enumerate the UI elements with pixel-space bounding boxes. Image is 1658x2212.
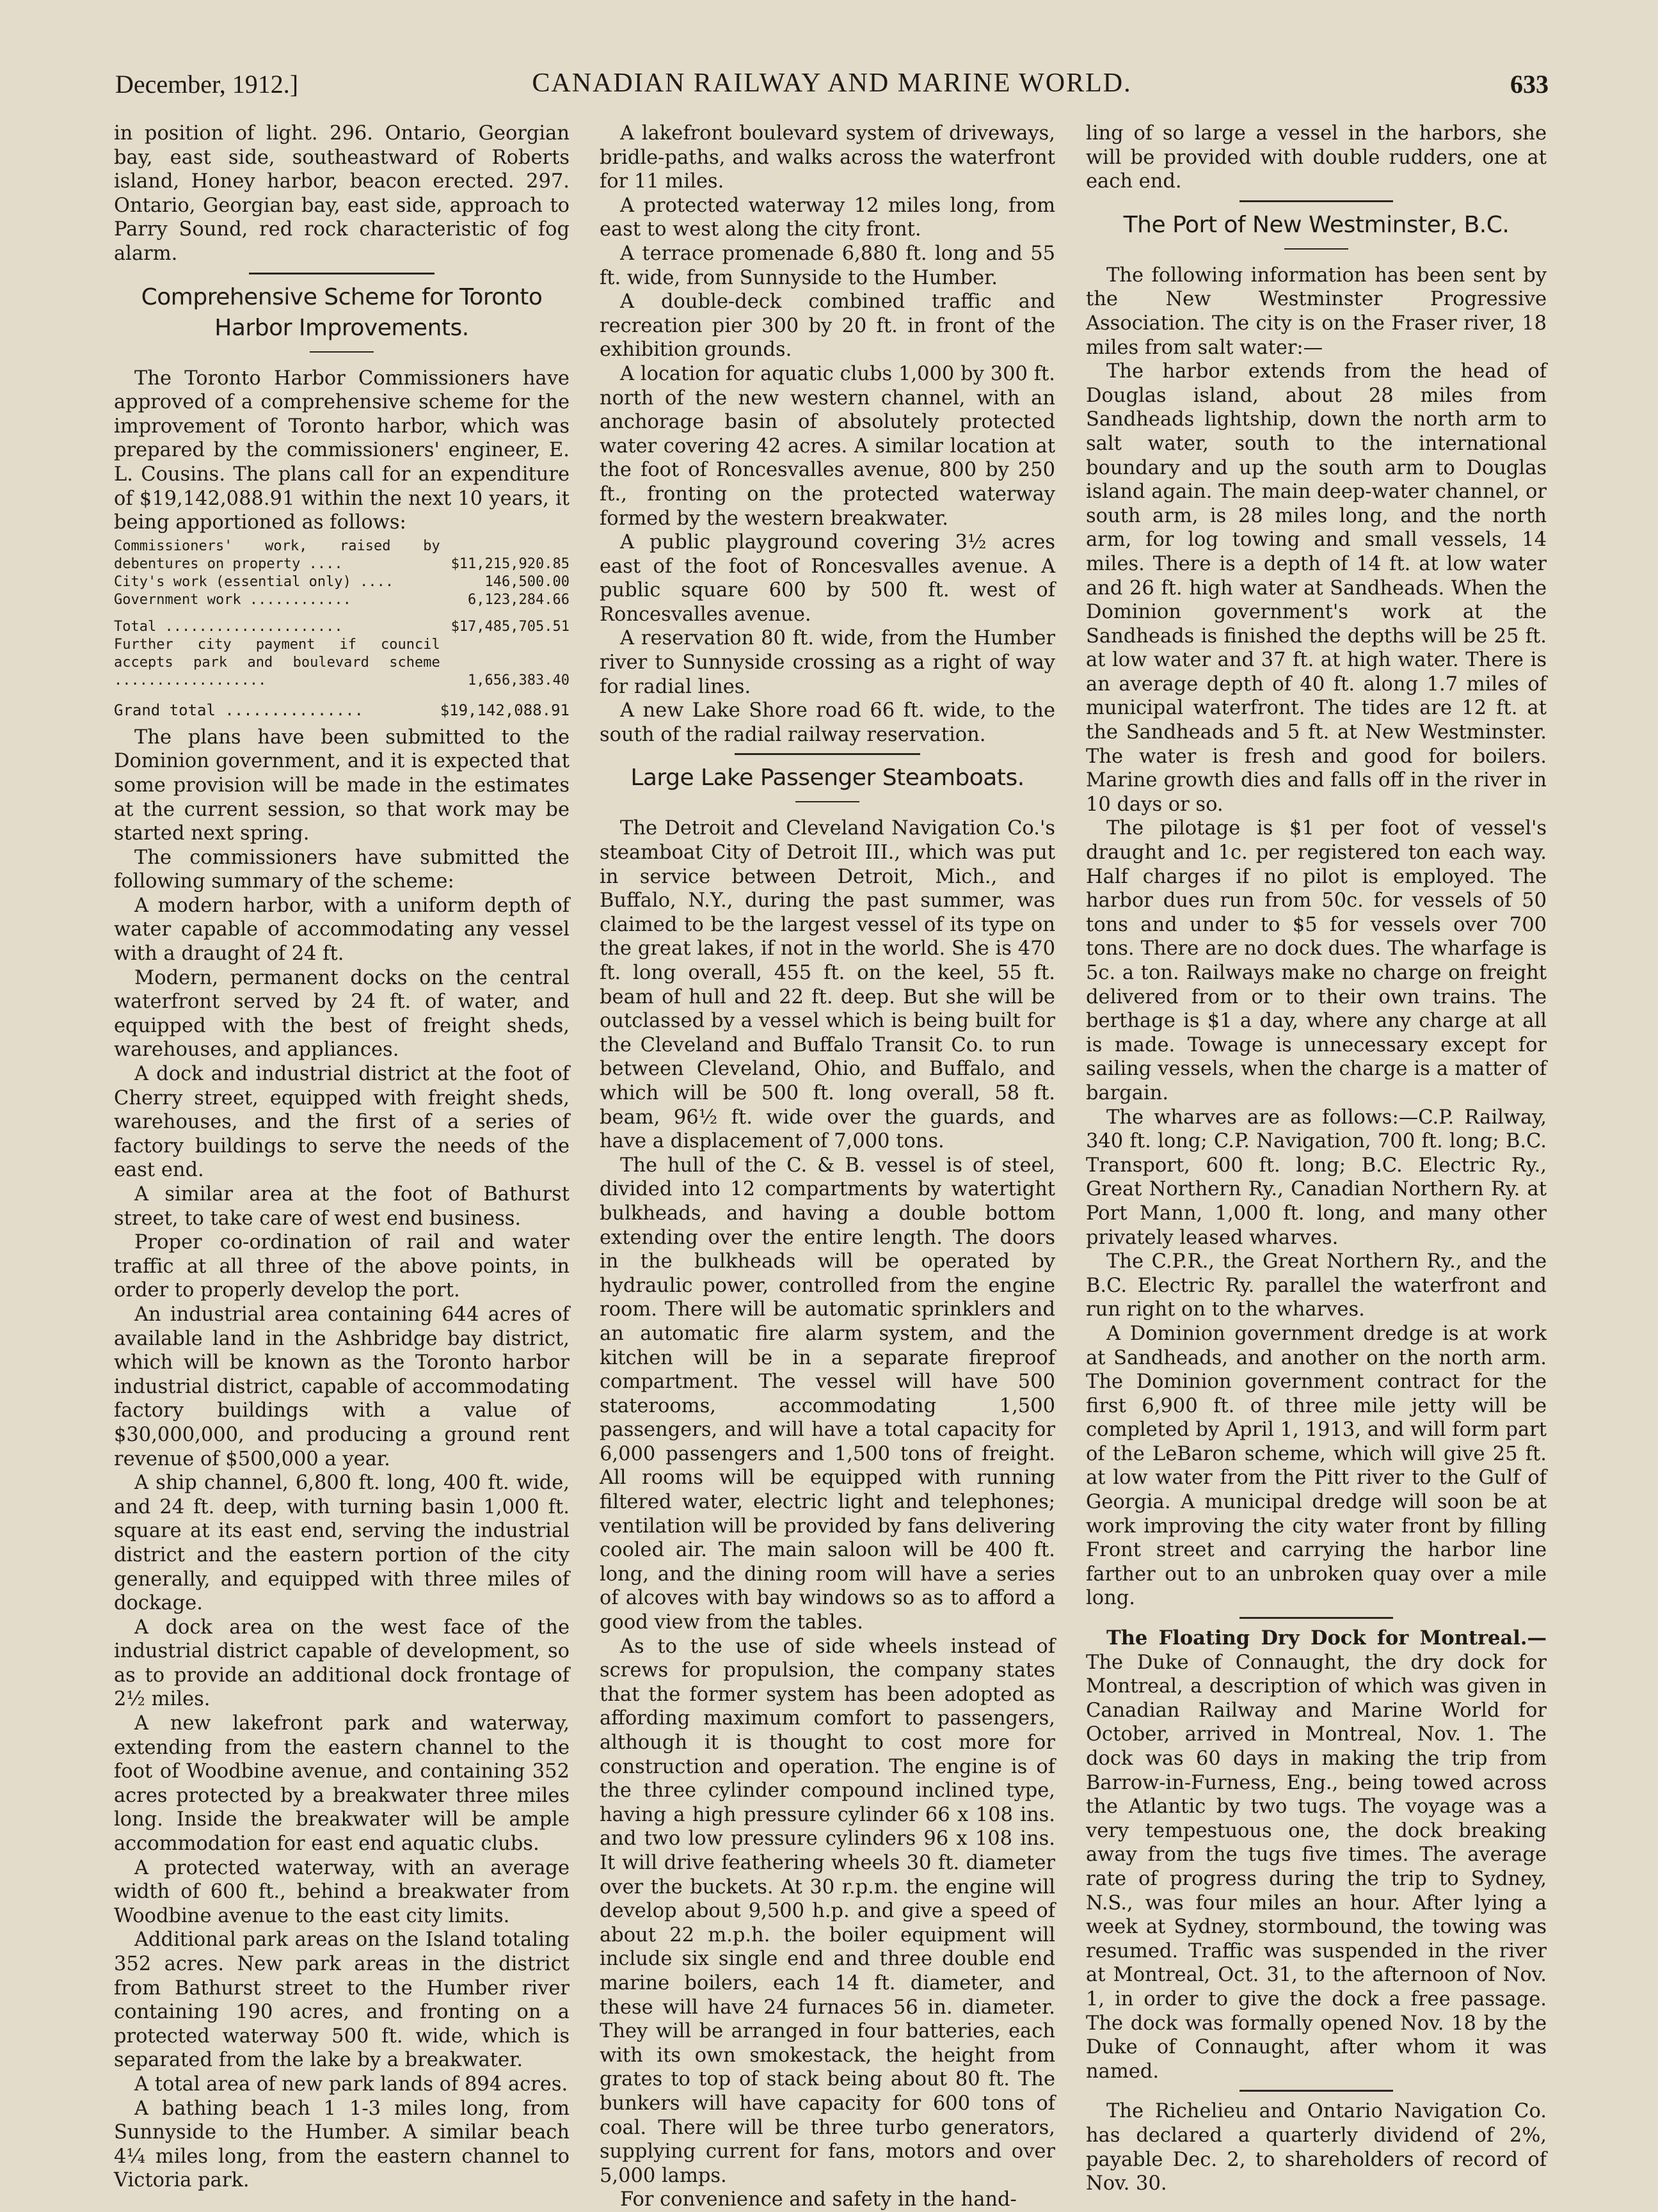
paragraph: As to the use of side wheels instead of screws for propulsion, the company states that the former system has been adopted as affording maximum comfort to passengers, although it is thought to cost more for construction and operation. The engine is of the three cylinder compound inclined type, having a high pressure cylinder 66 x 108 ins. and two low pressure cylinders 96 x 108 ins. It will drive feathering wheels 30 ft. diameter over the buckets. At 30 r.p.m. the engine will develop about 9,500 h.p. and give a speed of about 22 m.p.h. the boiler equipment will include six single end and three double end marine boilers, each 14 ft. diameter, and these will have 24 furnaces 56 in. diameter. They will be arranged in four batteries, each with its own smokestack, the height from grates to top of stack being about 80 ft. The bunkers will have capacity for 600 tons of coal. There will be three turbo generators, supplying current for fans, motors and over 5,000 lamps. [600, 1635, 1055, 2187]
table-row [114, 537, 570, 573]
paragraph: A location for aquatic clubs 1,000 by 300 ft. north of the new western channel, with an anchorage basin of absolutely protected water covering 42 acres. A similar location at the foot of Roncesvalles avenue, 800 by 250 ft., fronting on the protected waterway formed by the western breakwater. [600, 362, 1055, 530]
table-row [114, 636, 570, 690]
divider [249, 273, 434, 275]
table-row [114, 591, 570, 609]
paragraph: A new lakefront park and waterway, extending from the eastern channel to the foot of Woodbine avenue, and containing 352 acres protected by a breakwater three miles long. Inside the breakwater will be ample accommodation for east end aquatic clubs. [114, 1712, 570, 1856]
paragraph: The Detroit and Cleveland Navigation Co.'s steamboat City of Detroit III., which was put in service between Detroit, Mich., and Buffalo, N.Y., during the past summer, was claimed to be the largest vessel of its type on the great lakes, if not in the world. She is 470 ft. long overall, 455 ft. on the keel, 55 ft. beam of hull and 22 ft. deep. But she will be outclassed by a vessel which is being built for the Cleveland and Buffalo Transit Co. to run between Cleveland, Ohio, and Buffalo, and which will be 500 ft. long overall, 58 ft. beam, 96½ ft. wide over the guards, and have a displacement of 7,000 tons. [600, 817, 1055, 1153]
table-label: Further city payment if council accepts park and boulevard scheme .................. [114, 636, 440, 688]
article-title-toronto-harbor: Comprehensive Scheme for Toronto Harbor Improvements. [141, 283, 543, 341]
paragraph: The Richelieu and Ontario Navigation Co. has declared a quarterly dividend of 2%, payable Dec. 2, to shareholders of record of Nov. 30. [1086, 2100, 1547, 2195]
column-1 [114, 122, 570, 2192]
paragraph: A public playground covering 3½ acres east of the foot of Roncesvalles avenue. A public square 600 by 500 ft. west of Roncesvalles avenue. [600, 531, 1055, 626]
paragraph: A protected waterway 12 miles long, from east to west along the city front. [600, 194, 1055, 241]
paragraph: A dock and industrial district at the foot of Cherry street, equipped with freight sheds, warehouses, and the first of a series of factory buildings to serve the needs of the east end. [114, 1063, 570, 1182]
expenditure-table [114, 537, 570, 719]
paragraph: The C.P.R., the Great Northern Ry., and the B.C. Electric Ry. parallel the waterfront and run right on to the wharves. [1086, 1250, 1547, 1321]
publication-title: CANADIAN RAILWAY AND MARINE WORLD. [532, 68, 1132, 98]
paragraph: A Dominion government dredge is at work at Sandheads, and another on the north arm. The Dominion government contract for the first 6,900 ft. of three mile jetty will be completed by April 1, 1913, and will form part of the LeBaron scheme, which will give 25 ft. at low water from the Pitt river to the Gulf of Georgia. A municipal dredge will soon be at work improving the city water front by filling Front street and carrying the harbor line farther out to an unbroken quay over a mile long. [1086, 1322, 1547, 1610]
divider [1284, 248, 1348, 250]
table-row-grand-total [114, 690, 570, 719]
paragraph: The harbor extends from the head of Douglas island, about 28 miles from Sandheads lightship, down the north arm to salt water, south to the international boundary and up the south arm to Douglas island again. The main deep-water channel, or south arm, is 28 miles long, and the north arm, for log towing and small vessels, 14 miles. There is a depth of 14 ft. at low water and 26 ft. high water at Sandheads. When the Dominion government's work at the Sandheads is finished the depths will be 25 ft. at low water and 37 ft. at high water. There is an average depth of 40 ft. along 1.7 miles of municipal waterfront. The tides are 12 ft. at the Sandheads and 5 ft. at New Westminster. The water is fresh and good for boilers. Marine growth dies and falls off in the river in 10 days or so. [1086, 360, 1547, 816]
table-value: $11,215,920.85 [450, 555, 570, 572]
dry-dock-heading: The Floating Dry Dock for Montreal.— [1106, 1627, 1547, 1650]
paragraph: A terrace promenade 6,880 ft. long and 55 ft. wide, from Sunnyside to the Humber. [600, 242, 1055, 289]
paragraph: The hull of the C. & B. vessel is of steel, divided into 12 compartments by watertight bulkheads, and having a double bottom extending over the entire length. The doors in the bulkheads will be operated by hydraulic power, controlled from the engine room. There will be automatic sprinklers and an automatic fire alarm system, and the kitchen will be in a separate fireproof compartment. The vessel will have 500 staterooms, accommodating 1,500 passengers, and will have a total capacity for 6,000 passengers and 1,500 tons of freight. All rooms will be equipped with running filtered water, electric light and telephones; ventilation will be provided by fans delivering cooled air. The main saloon will be 400 ft. long, and the dining room will have a series of alcoves with bay windows so as to afford a good view from the tables. [600, 1154, 1055, 1634]
paragraph: Modern, permanent docks on the central waterfront served by 24 ft. of water, and equipped with the best of freight sheds, warehouses, and appliances. [114, 966, 570, 1062]
table-row-total [114, 609, 570, 636]
table-label: Commissioners' work, raised by debentures on property .... [114, 537, 440, 572]
divider [310, 351, 374, 353]
paragraph: A reservation 80 ft. wide, from the Humber river to Sunnyside crossing as a right of way for radial lines. [600, 627, 1055, 698]
dry-dock-body: The Duke of Connaught, the dry dock for Montreal, a description of which was given in Canadian Railway and Marine World for October, arrived in Montreal, Nov. 1. The dock was 60 days in making the trip from Barrow-in-Furness, Eng., being towed across the Atlantic by two tugs. The voyage was a very tempestuous one, the dock breaking away from the tugs five times. The average rate of progress during the trip to Sydney, N.S., was four miles an hour. After lying a week at Sydney, stormbound, the towing was resumed. Traffic was suspended in the river at Montreal, Oct. 31, to the afternoon of Nov. 1, in order to give the dock a free passage. The dock was formally opened Nov. 18 by the Duke of Connaught, after whom it was named. [1086, 1651, 1547, 2083]
paragraph: in position of light. 296. Ontario, Georgian bay, east side, southeastward of Roberts island, Honey harbor, beacon erected. 297. Ontario, Georgian bay, east side, approach to Parry Sound, red rock characteristic of fog alarm. [114, 122, 570, 265]
paragraph: A bathing beach 1 1-3 miles long, from Sunnyside to the Humber. A similar beach 4¼ miles long, from the eastern channel to Victoria park. [114, 2097, 570, 2192]
table-value: $19,142,088.91 [440, 701, 570, 719]
article-title-new-westminster: The Port of New Westminster, B.C. [1123, 211, 1510, 238]
paragraph: A protected waterway, with an average width of 600 ft., behind a breakwater from Woodbine avenue to the east city limits. [114, 1856, 570, 1927]
table-value: $17,485,705.51 [450, 618, 570, 635]
paragraph: The wharves are as follows:—C.P. Railway, 340 ft. long; C.P. Navigation, 700 ft. long; B.C. Transport, 600 ft. long; B.C. Electric Ry., Great Northern Ry., Canadian Northern Ry. at Port Mann, 1,000 ft. long, and many other privately leased wharves. [1086, 1106, 1547, 1249]
table-label: Government work ............ [114, 591, 351, 608]
table-label: City's work (essential only) .... [114, 573, 394, 590]
page-header [115, 64, 1549, 109]
table-label: Grand total ............... [114, 701, 364, 719]
paragraph: A similar area at the foot of Bathurst street, to take care of west end business. [114, 1183, 570, 1230]
paragraph: The plans have been submitted to the Dominion government, and it is expected that some provision will be made in the estimates at the current session, so that work may be started next spring. [114, 726, 570, 845]
paragraph: The Toronto Harbor Commissioners have approved of a comprehensive scheme for the improvement of Toronto harbor, which was prepared by the commissioners' engineer, E. L. Cousins. The plans call for an expenditure of $19,142,088.91 within the next 10 years, it being apportioned as follows: [114, 367, 570, 534]
table-value: 6,123,284.66 [468, 591, 570, 608]
divider [1240, 1617, 1393, 1619]
divider [795, 801, 859, 802]
paragraph: A lakefront boulevard system of driveways, bridle-paths, and walks across the waterfront for 11 miles. [600, 122, 1055, 193]
column-2 [600, 122, 1055, 2211]
column-3 [1086, 122, 1547, 2195]
table-value: 146,500.00 [484, 573, 570, 590]
paragraph: An industrial area containing 644 acres of available land in the Ashbridge bay district, which will be known as the Toronto harbor industrial district, capable of accommodating factory buildings with a value of $30,000,000, and producing a ground rent revenue of $500,000 a year. [114, 1303, 570, 1470]
paragraph: A modern harbor, with a uniform depth of water capable of accommodating any vessel with a draught of 24 ft. [114, 894, 570, 966]
paragraph: A new Lake Shore road 66 ft. wide, to the south of the radial railway reservation. [600, 699, 1055, 746]
paragraph: A dock area on the west face of the industrial district capable of development, so as to provide an additional dock frontage of 2½ miles. [114, 1616, 570, 1711]
paragraph: For convenience and safety in the hand- [620, 2188, 1017, 2211]
table-label: Total ..................... [114, 618, 343, 635]
paragraph: Additional park areas on the Island totaling 352 acres. New park areas in the district from Bathurst street to the Humber river containing 190 acres, and fronting on a protected waterway 500 ft. wide, which is separated from the lake by a breakwater. [114, 1929, 570, 2072]
issue-date: December, 1912.] [115, 70, 299, 99]
article-title-steamboats: Large Lake Passenger Steamboats. [630, 765, 1024, 792]
paragraph: The pilotage is $1 per foot of vessel's draught and 1c. per registered ton each way. Half charges if no pilot is employed. The harbor dues run from 50c. for vessels of 50 tons and under to $5 for vessels over 700 tons. There are no dock dues. The wharfage is 5c. a ton. Railways make no charge on freight delivered from or to their own trains. The berthage is $1 a day, where any charge at all is made. Towage is unnecessary except for sailing vessels, when the charge is a matter of bargain. [1086, 817, 1547, 1104]
paragraph: The following information has been sent by the New Westminster Progressive Association. The city is on the Fraser river, 18 miles from salt water:— [1086, 264, 1547, 359]
paragraph: A double-deck combined traffic and recreation pier 300 by 20 ft. in front of the exhibition grounds. [600, 290, 1055, 362]
paragraph-dry-dock [1086, 1627, 1547, 2083]
paragraph: A ship channel, 6,800 ft. long, 400 ft. wide, and 24 ft. deep, with turning basin 1,000 ft. square at its east end, serving the industrial district and the eastern portion of the city generally, and equipped with three miles of dockage. [114, 1472, 570, 1615]
divider [1240, 2090, 1393, 2092]
paragraph: The commissioners have submitted the following summary of the scheme: [114, 846, 570, 893]
page-number: 633 [1510, 70, 1549, 99]
paragraph: Proper co-ordination of rail and water traffic at all three of the above points, in order to properly develop the port. [114, 1231, 570, 1302]
divider [1240, 200, 1393, 202]
paragraph: ling of so large a vessel in the harbors, she will be provided with double rudders, one at each end. [1086, 122, 1547, 193]
divider [735, 753, 920, 755]
table-value: 1,656,383.40 [468, 672, 570, 688]
paragraph: A total area of new park lands of 894 acres. [134, 2073, 568, 2096]
table-row [114, 573, 570, 591]
